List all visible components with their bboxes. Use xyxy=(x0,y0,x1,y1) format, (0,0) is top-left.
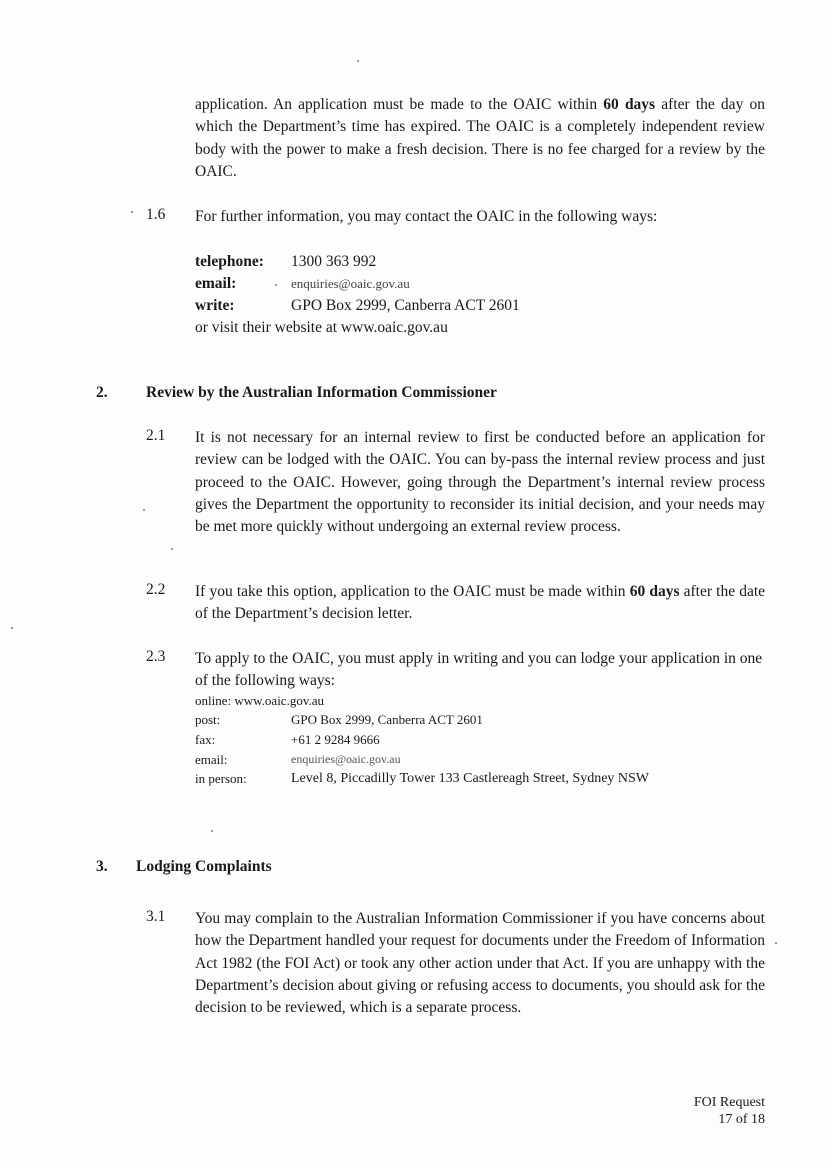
scan-speck xyxy=(211,830,213,832)
para-2-2-text xyxy=(195,581,765,626)
scan-speck xyxy=(775,942,777,944)
scan-speck xyxy=(357,60,359,62)
contact-value: 1300 363 992 xyxy=(291,253,377,270)
contact-label: write: xyxy=(195,297,235,314)
intro-paragraph xyxy=(195,94,765,183)
para-3-1-text: You may complain to the Australian Information Commissioner if you have concerns about how the Department handled your request for documents under the Freedom of Information Act 1982 (the FOI Act) or took any other action under that Act. If you are unhappy with the Department’s decision about giving or refusing access to documents, you should ask for the decision to be reviewed, which is a separate process. xyxy=(195,910,765,1017)
scan-speck xyxy=(143,509,145,511)
website-line: or visit their website at www.oaic.gov.au xyxy=(195,319,448,336)
scan-speck xyxy=(11,627,13,629)
section-3-number: 3. xyxy=(96,858,108,875)
method-label: email: xyxy=(195,752,228,767)
contact-value: enquiries@oaic.gov.au xyxy=(291,276,410,291)
scan-speck xyxy=(131,211,133,213)
method-label: in person: xyxy=(195,771,247,786)
method-value: +61 2 9284 9666 xyxy=(291,732,380,747)
method-label: fax: xyxy=(195,732,216,747)
contact-value: GPO Box 2999, Canberra ACT 2601 xyxy=(291,297,520,314)
scan-speck xyxy=(171,548,173,550)
footer-label: FOI Request xyxy=(693,1095,765,1110)
method-label: post: xyxy=(195,712,221,727)
section-3-title: Lodging Complaints xyxy=(136,858,272,875)
page-footer xyxy=(694,1094,765,1128)
para-2-3-number: 2.3 xyxy=(146,648,166,665)
para-2-1-text: It is not necessary for an internal review to first be conducted before an application for review can be lodged with the OAIC. You can by-pass the internal review process and just proceed to the OAIC. However, going through the Department’s internal review process gives the Department the opportunity to reconsider its initial decision, and your needs may be met more quickly without undergoing an external review process. xyxy=(195,429,765,536)
para-2-3-text: To apply to the OAIC, you must apply in writing and you can lodge your application in one of the following ways: xyxy=(195,650,763,690)
para-1-6-number: 1.6 xyxy=(146,206,166,223)
contact-label: email: xyxy=(195,275,237,292)
section-2-number: 2. xyxy=(96,384,108,401)
para-2-2-number: 2.2 xyxy=(146,581,166,598)
intro-days: 60 days xyxy=(603,96,656,113)
para-2-2-text-before: If you take this option, application to the OAIC must be made within xyxy=(195,583,630,600)
method-value: enquiries@oaic.gov.au xyxy=(291,752,401,766)
para-2-2-text-after: after the date of the Department’s decision letter. xyxy=(195,583,766,623)
para-2-1-number: 2.1 xyxy=(146,427,166,444)
para-3-1-number: 3.1 xyxy=(146,908,166,925)
para-1-6-text: For further information, you may contact the OAIC in the following ways: xyxy=(195,208,658,225)
contact-label: telephone: xyxy=(195,253,264,270)
method-value: GPO Box 2999, Canberra ACT 2601 xyxy=(291,712,483,727)
para-2-2-days: 60 days xyxy=(629,583,680,600)
intro-text-after: after the day on which the Department’s time has expired. The OAIC is a completely independent review body with the power to make a fresh decision. There is no fee charged for a review by the OAIC. xyxy=(195,96,765,180)
intro-text-before: application. An application must be made to the OAIC within xyxy=(195,96,604,113)
scan-speck xyxy=(275,284,277,286)
section-2-title: Review by the Australian Information Commissioner xyxy=(146,384,497,401)
footer-page-number: 17 of 18 xyxy=(718,1112,765,1127)
online-line: online: www.oaic.gov.au xyxy=(195,693,325,708)
method-value: Level 8, Piccadilly Tower 133 Castlereagh Street, Sydney NSW xyxy=(291,771,650,786)
